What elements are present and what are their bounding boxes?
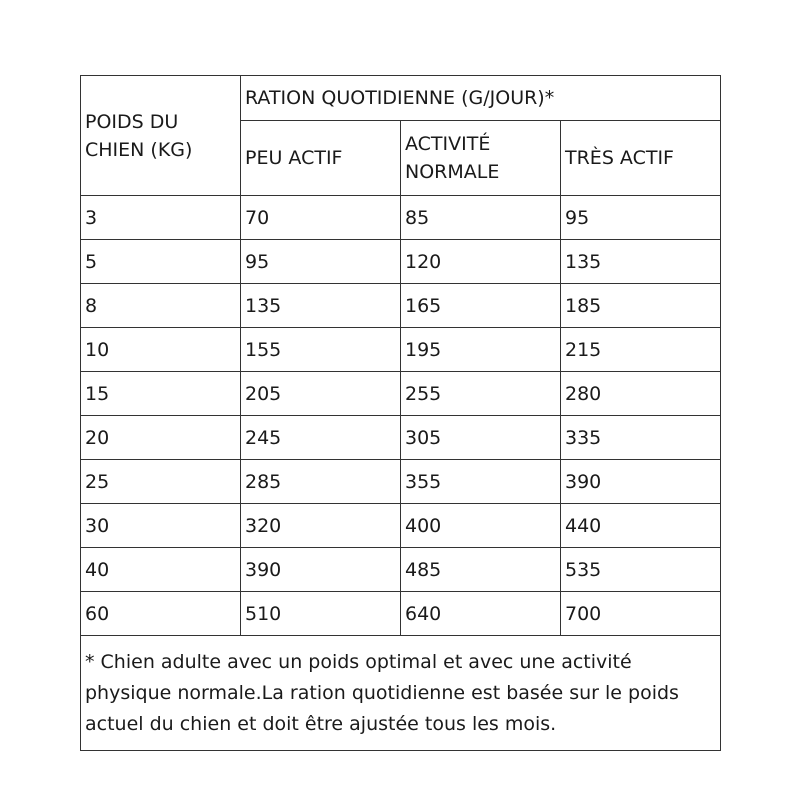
table-row <box>81 372 721 416</box>
cell-high-activity: 700 <box>561 592 721 636</box>
cell-weight: 20 <box>81 416 241 460</box>
cell-normal-activity: 85 <box>401 196 561 240</box>
table-row <box>81 460 721 504</box>
table-body <box>81 196 721 636</box>
cell-normal-activity: 255 <box>401 372 561 416</box>
cell-weight: 5 <box>81 240 241 284</box>
cell-weight: 60 <box>81 592 241 636</box>
cell-weight: 40 <box>81 548 241 592</box>
cell-high-activity: 440 <box>561 504 721 548</box>
cell-low-activity: 135 <box>241 284 401 328</box>
cell-normal-activity: 165 <box>401 284 561 328</box>
cell-high-activity: 390 <box>561 460 721 504</box>
cell-high-activity: 185 <box>561 284 721 328</box>
header-normal-activity: ACTIVITÉ NORMALE <box>401 121 561 196</box>
cell-high-activity: 335 <box>561 416 721 460</box>
cell-high-activity: 280 <box>561 372 721 416</box>
cell-normal-activity: 640 <box>401 592 561 636</box>
cell-weight: 15 <box>81 372 241 416</box>
cell-weight: 10 <box>81 328 241 372</box>
table-row <box>81 504 721 548</box>
table-row <box>81 328 721 372</box>
cell-low-activity: 155 <box>241 328 401 372</box>
cell-low-activity: 390 <box>241 548 401 592</box>
header-high-activity: TRÈS ACTIF <box>561 121 721 196</box>
cell-normal-activity: 120 <box>401 240 561 284</box>
footnote-row <box>81 636 721 751</box>
cell-normal-activity: 195 <box>401 328 561 372</box>
cell-high-activity: 135 <box>561 240 721 284</box>
cell-weight: 30 <box>81 504 241 548</box>
cell-weight: 8 <box>81 284 241 328</box>
cell-low-activity: 320 <box>241 504 401 548</box>
table-row <box>81 416 721 460</box>
cell-low-activity: 70 <box>241 196 401 240</box>
footnote: * Chien adulte avec un poids optimal et avec une activité physique normale.La ration quotidienne est basée sur le poids actuel du chien et doit être ajustée tous les mois. <box>81 636 721 751</box>
cell-low-activity: 245 <box>241 416 401 460</box>
header-row-1 <box>81 76 721 121</box>
cell-normal-activity: 400 <box>401 504 561 548</box>
cell-high-activity: 95 <box>561 196 721 240</box>
table-row <box>81 284 721 328</box>
cell-high-activity: 215 <box>561 328 721 372</box>
table-row <box>81 592 721 636</box>
table-row <box>81 196 721 240</box>
cell-weight: 25 <box>81 460 241 504</box>
cell-normal-activity: 355 <box>401 460 561 504</box>
header-weight: POIDS DU CHIEN (KG) <box>81 76 241 196</box>
cell-low-activity: 285 <box>241 460 401 504</box>
cell-low-activity: 205 <box>241 372 401 416</box>
cell-weight: 3 <box>81 196 241 240</box>
cell-normal-activity: 485 <box>401 548 561 592</box>
header-ration: RATION QUOTIDIENNE (G/JOUR)* <box>241 76 721 121</box>
table-row <box>81 240 721 284</box>
table-row <box>81 548 721 592</box>
cell-normal-activity: 305 <box>401 416 561 460</box>
cell-low-activity: 510 <box>241 592 401 636</box>
ration-table <box>80 75 721 751</box>
cell-high-activity: 535 <box>561 548 721 592</box>
cell-low-activity: 95 <box>241 240 401 284</box>
header-low-activity: PEU ACTIF <box>241 121 401 196</box>
